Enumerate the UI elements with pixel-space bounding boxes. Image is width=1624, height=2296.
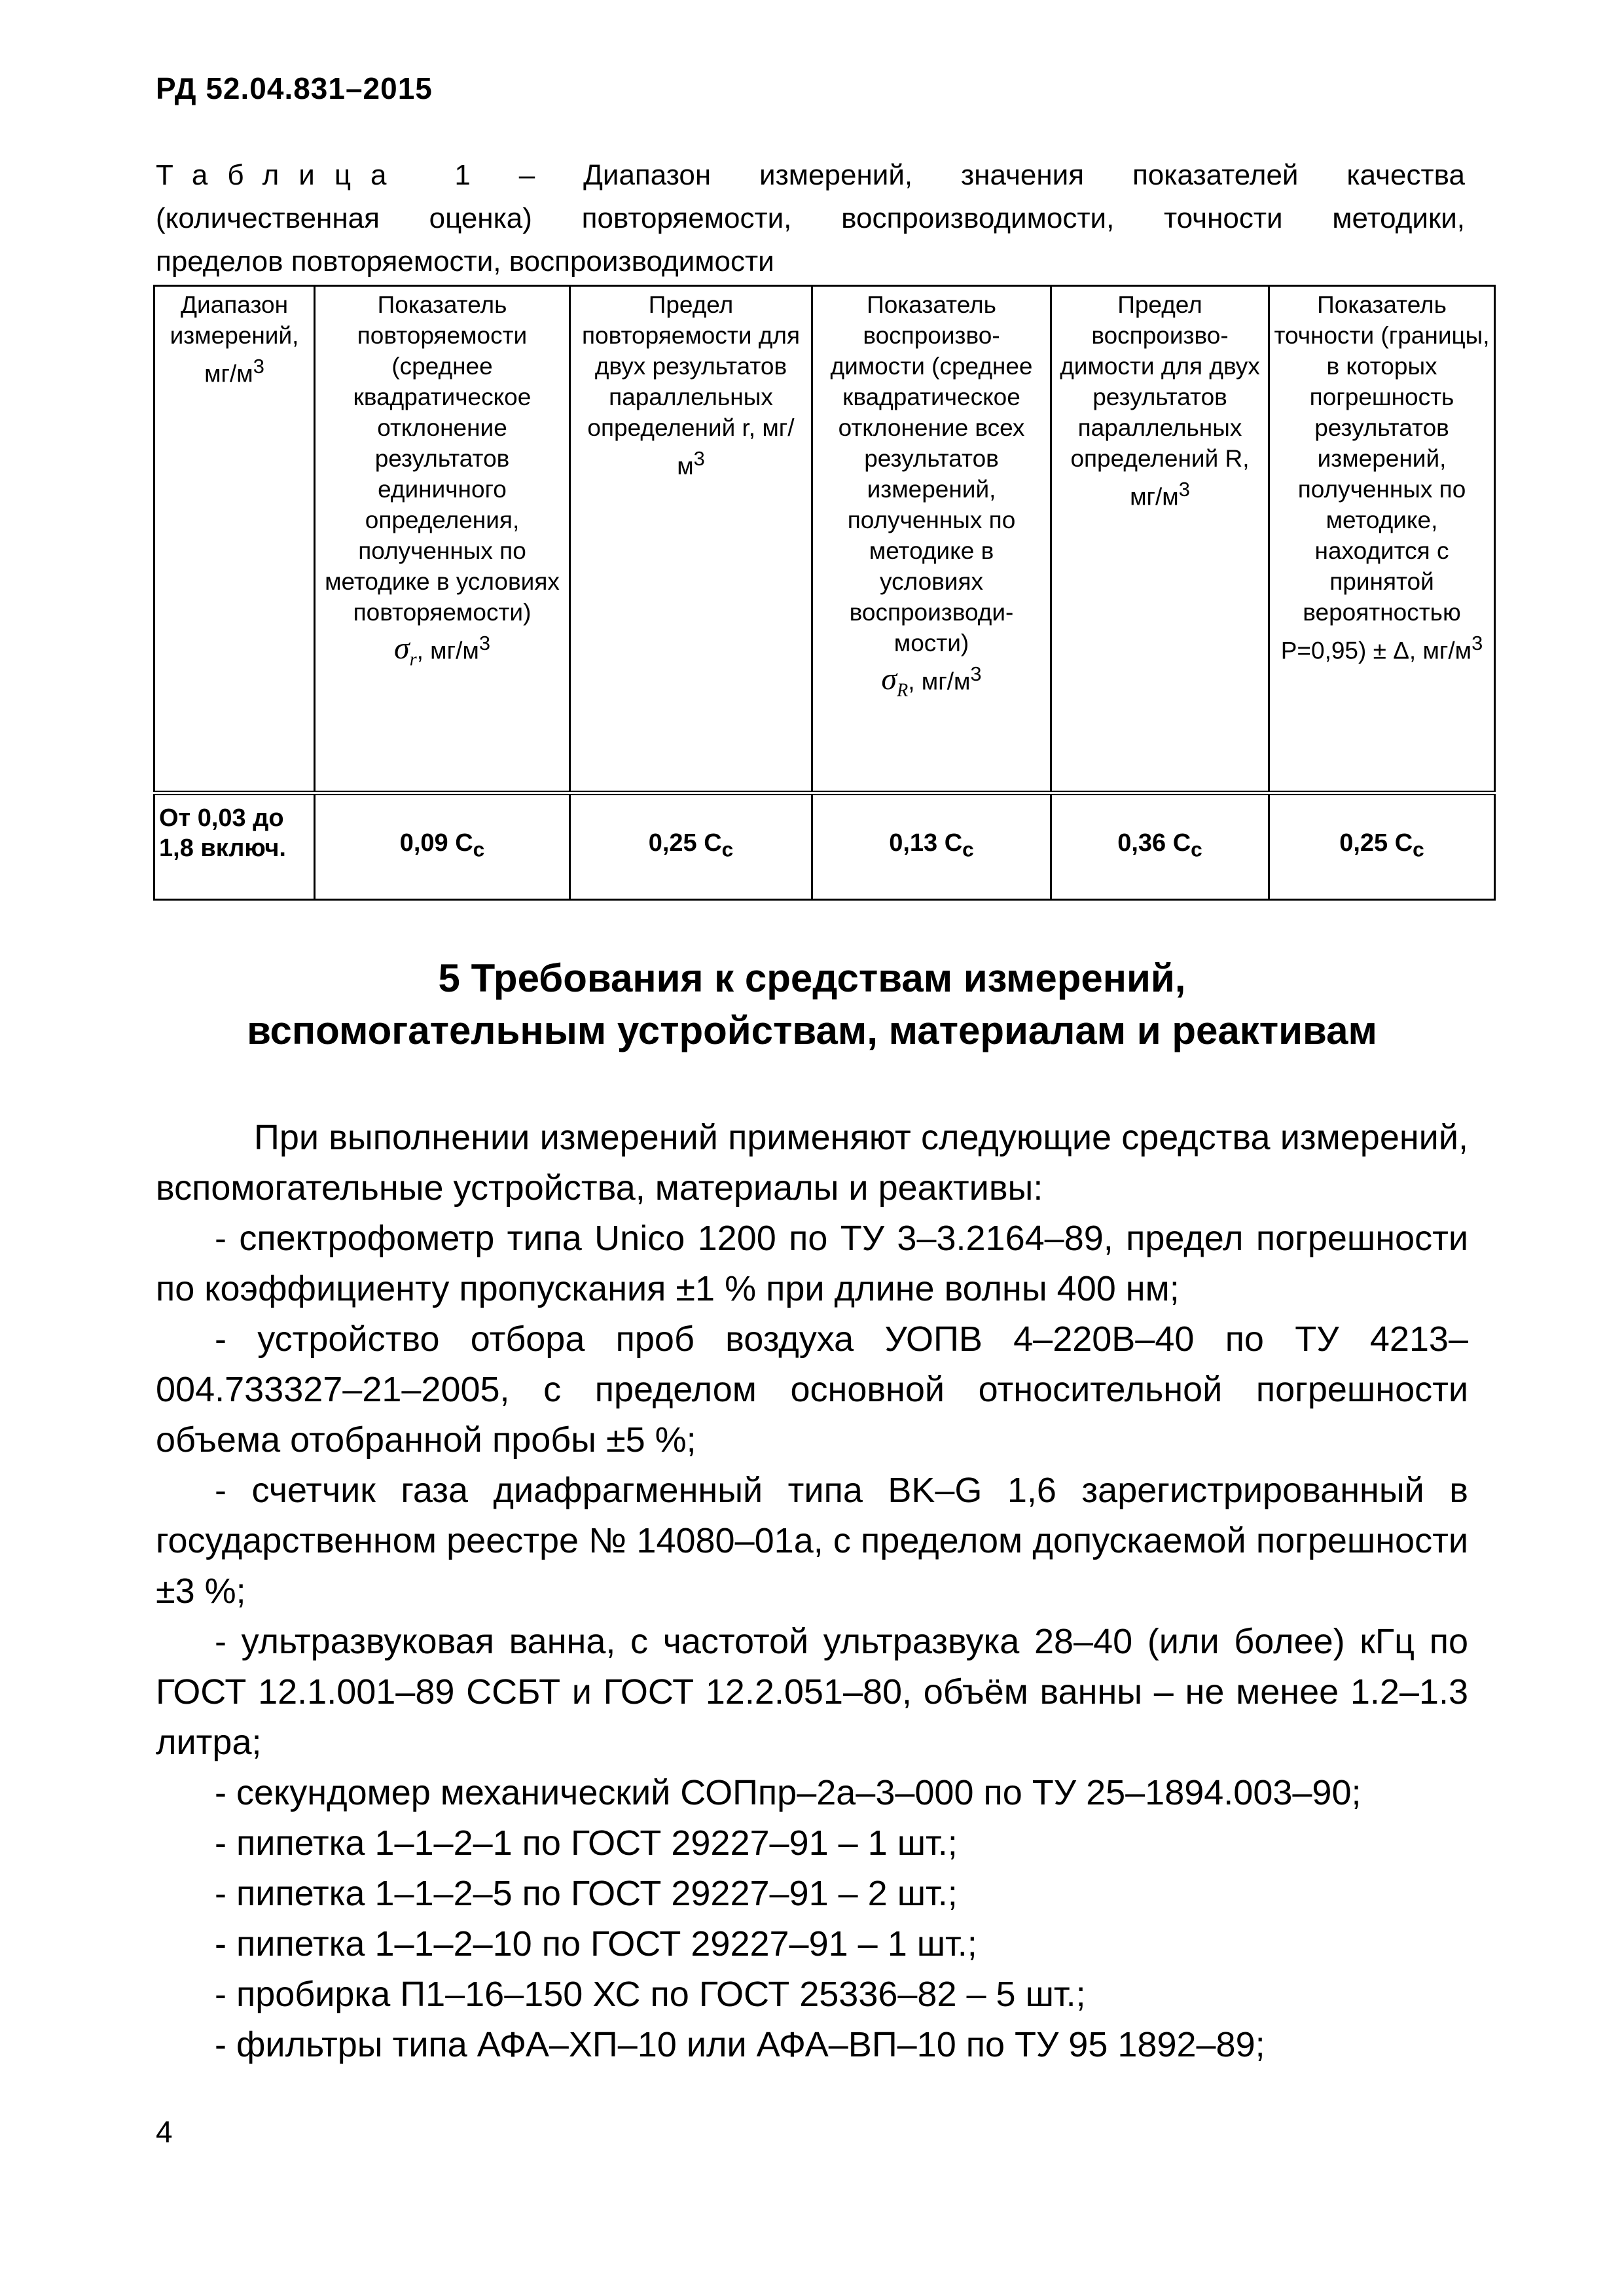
section-title: 5 Требования к средствам измерений, вспомогательным устройствам, материалам и реактивам xyxy=(247,956,1377,1052)
value-sigma-r: 0,09 $С_с$ xyxy=(315,793,570,900)
list-item: - пипетка 1–1–2–1 по ГОСТ 29227–91 – 1 шт.; xyxy=(215,1823,958,1863)
table-row xyxy=(154,793,1495,900)
sigma-R-symbol: $\sigma_R$ xyxy=(881,662,909,701)
value-accuracy: 0,25 $С_с$ xyxy=(1269,793,1495,900)
caption-number-text: 1 – Диапазон измерений, значения показателей качества xyxy=(454,159,1465,191)
value-r-limit: 0,25 $С_с$ xyxy=(570,793,812,900)
list-item: - секундомер механический СОПпр–2а–3–000 по ТУ 25–1894.003–90; xyxy=(215,1773,1362,1812)
intro-paragraph: При выполнении измерений применяют следующие средства измерений, вспомогательные устройства, материалы и реактивы: xyxy=(156,1118,1468,1208)
page-number: 4 xyxy=(156,2115,173,2149)
measurement-table xyxy=(153,285,1496,901)
header-reproducibility-limit: Предел воспроизво-димости для двух результатов параллельных определений R, $мг/м^3$ xyxy=(1051,286,1269,793)
table-caption xyxy=(156,154,1465,283)
list-item: - ультразвуковая ванна, с частотой ультразвука 28–40 (или более) кГц по ГОСТ 12.1.001–89 ССБТ и ГОСТ 12.2.051–80, объём ванны – не менее 1.2–1.3 литра; xyxy=(156,1622,1468,1762)
list-item: - счетчик газа диафрагменный типа BK–G 1,6 зарегистрированный в государственном реестре № 14080–01а, с пределом допускаемой погрешности ±3 %; xyxy=(156,1471,1468,1611)
caption-line-1 xyxy=(156,154,1465,197)
document-code: РД 52.04.831–2015 xyxy=(156,71,433,105)
list-item: - пипетка 1–1–2–10 по ГОСТ 29227–91 – 1 шт.; xyxy=(215,1924,977,1964)
table-header-row xyxy=(154,286,1495,793)
list-item: - устройство отбора проб воздуха УОПВ 4–220В–40 по ТУ 4213–004.733327–21–2005, с пределом основной относительной погрешности объема отобранной пробы ±5 %; xyxy=(156,1319,1468,1460)
value-R-limit: 0,36 $С_с$ xyxy=(1051,793,1269,900)
sigma-r-symbol: $\sigma_r$ xyxy=(394,631,417,670)
value-sigma-R: 0,13 $С_с$ xyxy=(812,793,1051,900)
list-item: - спектрофометр типа Unico 1200 по ТУ 3–3.2164–89, предел погрешности по коэффициенту пропускания ±1 % при длине волны 400 нм; xyxy=(156,1219,1468,1308)
list-item: - пробирка П1–16–150 ХС по ГОСТ 25336–82 – 5 шт.; xyxy=(215,1975,1086,2014)
header-reproducibility-indicator: Показатель воспроизво-димости (среднее квадратическое отклонение всех результатов измерений, полученных по методике в условиях воспроизводи-мости) $\sigma_R$, $мг/м^3$ xyxy=(812,286,1051,793)
header-range: Диапазон измерений, $мг/м^3$ xyxy=(154,286,315,793)
list-item: - пипетка 1–1–2–5 по ГОСТ 29227–91 – 2 шт.; xyxy=(215,1874,958,1913)
section-body xyxy=(156,1113,1468,2070)
header-repeatability-limit: Предел повторяемости для двух результатов параллельных определений r, $мг/м^3$ xyxy=(570,286,812,793)
list-item: - фильтры типа АФА–ХП–10 или АФА–ВП–10 по ТУ 95 1892–89; xyxy=(215,2025,1265,2064)
caption-line-3: пределов повторяемости, воспроизводимости xyxy=(156,245,774,278)
caption-label: Таблица xyxy=(156,159,406,191)
header-accuracy-indicator: Показатель точности (границы, в которых погрешность результатов измерений, полученных по методике, находится с принятой вероятностью Р=0,95) ± Δ, $мг/м^3$ xyxy=(1269,286,1495,793)
row-range: От 0,03 до 1,8 включ. xyxy=(154,793,315,900)
header-repeatability-indicator: Показатель повторяемости (среднее квадратическое отклонение результатов единичного определения, полученных по методике в условиях повторяемости) $\sigma_r$, $мг/м^3$ xyxy=(315,286,570,793)
caption-line-2: (количественная оценка) повторяемости, воспроизводимости, точности методики, xyxy=(156,202,1465,234)
